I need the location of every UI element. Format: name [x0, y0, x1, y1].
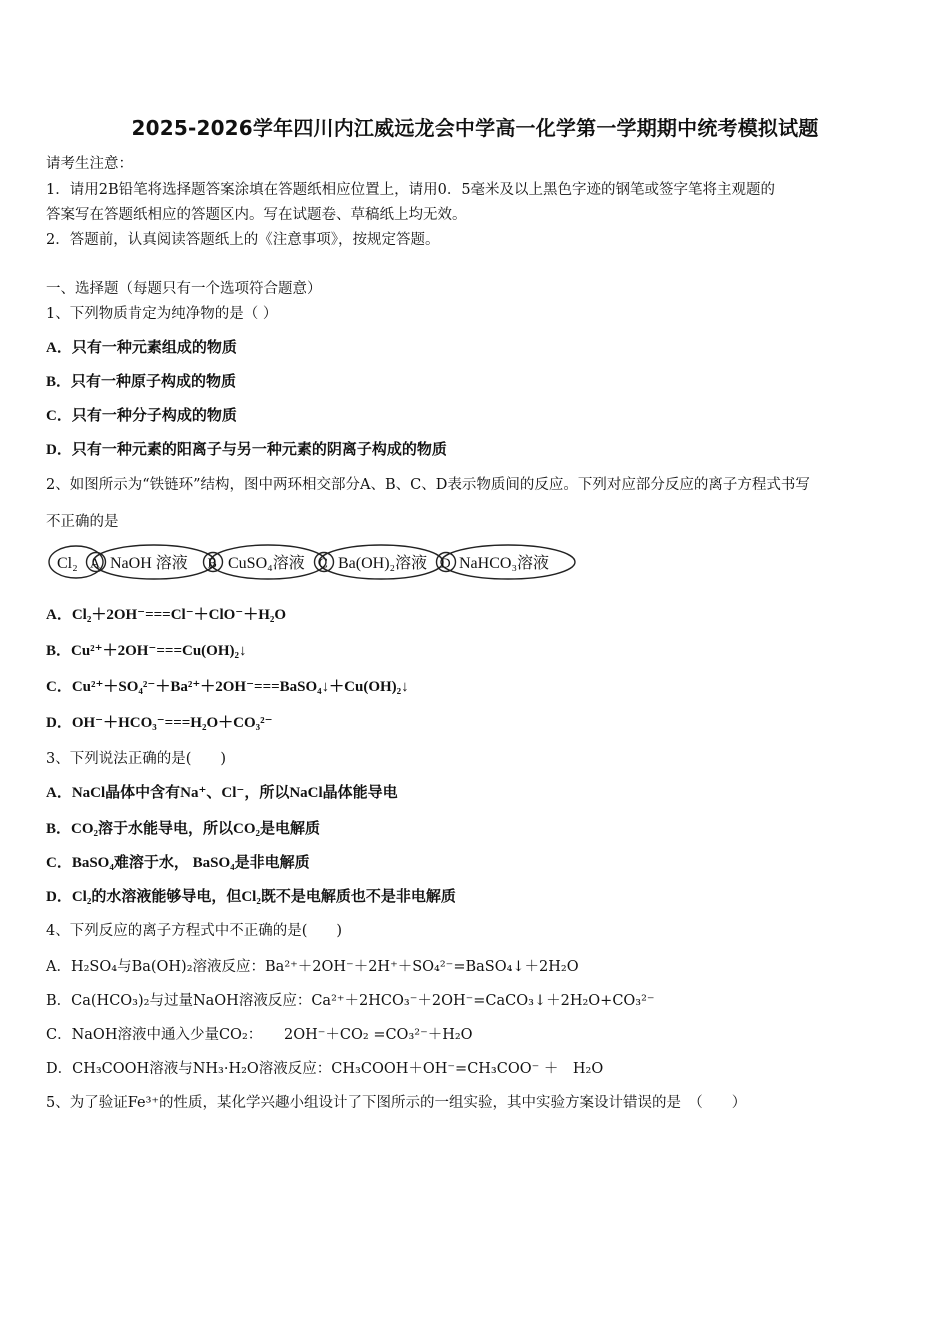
chain-label-d: D [440, 556, 451, 572]
chain-substance-2: NaOH 溶液 [110, 555, 188, 572]
chain-substance-5: NaHCO₃溶液 [459, 555, 550, 572]
chain-label-c: C [318, 556, 328, 572]
q1-option-d: D．只有一种元素的阳离子与另一种元素的阴离子构成的物质 [46, 442, 447, 458]
chain-label-a: A [90, 556, 101, 572]
q2-option-c: C．Cu²⁺＋SO₄²⁻＋Ba²⁺＋2OH⁻===BaSO₄↓＋Cu(OH)₂↓ [46, 679, 409, 695]
q3-option-d: D．Cl₂的水溶液能够导电，但Cl₂既不是电解质也不是非电解质 [46, 889, 456, 905]
q3-option-c: C．BaSO₄难溶于水， BaSO₄是非电解质 [46, 855, 310, 871]
q1-stem: 1、下列物质肯定为纯净物的是（ ） [46, 306, 278, 322]
q4-option-c: C．NaOH溶液中通入少量CO₂： 2OH⁻＋CO₂ =CO₃²⁻＋H₂O [46, 1027, 473, 1043]
notice-item-1-line-1: 1．请用2B铅笔将选择题答案涂填在答题纸相应位置上，请用0．5毫米及以上黑色字迹的钢笔或签字笔将主观题的 [46, 182, 776, 198]
q3-stem: 3、下列说法正确的是( ) [46, 751, 227, 767]
q1-option-a: A．只有一种元素组成的物质 [46, 340, 237, 356]
q2-option-d: D．OH⁻＋HCO₃⁻===H₂O＋CO₃²⁻ [46, 715, 273, 731]
q2-stem-line-1: 2、如图所示为“铁链环”结构，图中两环相交部分A、B、C、D表示物质间的反应。下列对应部分反应的离子方程式书写 [46, 477, 810, 493]
q5-stem: 5、为了验证Fe³⁺的性质，某化学兴趣小组设计了下图所示的一组实验，其中实验方案设计错误的是 （ ） [46, 1095, 747, 1111]
chain-label-b: B [207, 556, 217, 572]
section-heading: 一、选择题（每题只有一个选项符合题意） [46, 281, 322, 297]
q4-option-b: B．Ca(HCO₃)₂与过量NaOH溶液反应：Ca²⁺＋2HCO₃⁻＋2OH⁻=CaCO₃↓＋2H₂O+CO₃²⁻ [46, 993, 655, 1009]
chain-substance-4: Ba(OH)₂溶液 [338, 555, 428, 572]
chain-substance-1: Cl₂ [57, 555, 78, 572]
notice-item-2: 2．答题前，认真阅读答题纸上的《注意事项》，按规定答题。 [46, 232, 440, 248]
q4-option-a: A．H₂SO₄与Ba(OH)₂溶液反应：Ba²⁺＋2OH⁻＋2H⁺＋SO₄²⁻=BaSO₄↓＋2H₂O [46, 959, 579, 975]
q2-option-b: B．Cu²⁺＋2OH⁻===Cu(OH)₂↓ [46, 643, 247, 659]
q3-option-b: B．CO₂溶于水能导电，所以CO₂是电解质 [46, 821, 321, 837]
q1-option-c: C．只有一种分子构成的物质 [46, 408, 237, 424]
q4-stem: 4、下列反应的离子方程式中不正确的是( ) [46, 923, 343, 939]
q1-option-b: B．只有一种原子构成的物质 [46, 374, 237, 390]
notice-item-1-line-2: 答案写在答题纸相应的答题区内。写在试题卷、草稿纸上均无效。 [46, 207, 467, 223]
page-title: 2025-2026学年四川内江威远龙会中学高一化学第一学期期中统考模拟试题 [131, 116, 819, 140]
q4-option-d: D．CH₃COOH溶液与NH₃·H₂O溶液反应：CH₃COOH＋OH⁻=CH₃COO⁻ ＋ H₂O [46, 1061, 604, 1077]
chain-substance-3: CuSO₄溶液 [228, 555, 305, 572]
iron-chain-diagram [48, 541, 578, 583]
q2-option-a: A．Cl₂＋2OH⁻===Cl⁻＋ClO⁻＋H₂O [46, 607, 287, 623]
q3-option-a: A．NaCl晶体中含有Na⁺、Cl⁻，所以NaCl晶体能导电 [46, 785, 398, 801]
q2-stem-line-2: 不正确的是 [46, 514, 119, 530]
notice-heading: 请考生注意： [46, 156, 133, 172]
